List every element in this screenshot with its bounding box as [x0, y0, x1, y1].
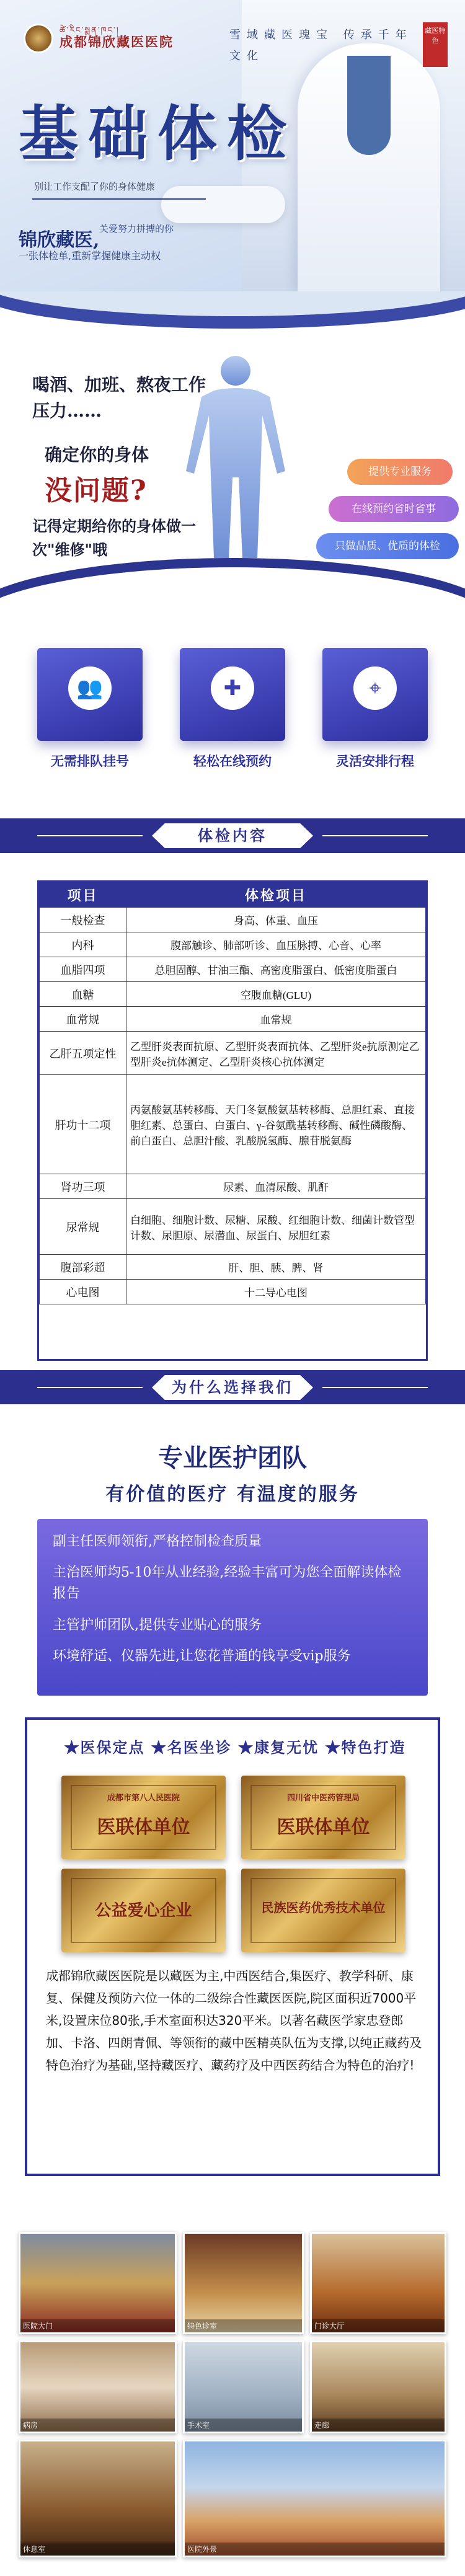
feature-cards [0, 614, 465, 818]
environment-gallery [0, 2182, 465, 2576]
feature-label: 无需排队挂号 [51, 754, 129, 769]
row-items: 身高、体重、血压 [126, 908, 426, 932]
doctor-shirt [347, 56, 391, 155]
table-row [40, 1032, 426, 1075]
section-title: 为什么选择我们 [172, 1378, 293, 1396]
plaque-title: 医联体单位 [277, 1817, 370, 1838]
photo-caption: 特色诊室 [185, 2319, 302, 2332]
table-row [40, 1280, 426, 1304]
award-plaque [241, 1776, 405, 1859]
row-name: 乙肝五项定性 [40, 1032, 126, 1075]
exam-content-section [0, 856, 465, 1370]
hero-desc-1: 关爱努力拼搏的你 [99, 223, 174, 234]
plaque-issuer: 四川省中医药管理局 [286, 1794, 360, 1803]
service-pill: 只做品质、优质的体检 [316, 533, 459, 559]
table-row [40, 1007, 426, 1032]
table-header-row [40, 883, 426, 908]
health-question-section [0, 291, 465, 614]
plaque-issuer: 成都市第八人民医院 [107, 1794, 180, 1803]
service-pill: 提供专业服务 [347, 459, 453, 485]
environment-photo [19, 2340, 177, 2433]
table-row [40, 957, 426, 982]
table-row [40, 1255, 426, 1280]
column-header: 体检项目 [126, 883, 426, 908]
table-row [40, 982, 426, 1007]
row-items: 十二导心电图 [126, 1280, 426, 1304]
exam-table [37, 880, 428, 1361]
plaque-inner [71, 1785, 216, 1850]
environment-photo [183, 2232, 304, 2334]
question-text-2: 确定你的身体 [45, 445, 149, 465]
environment-photo [310, 2232, 446, 2334]
hero-banner [0, 0, 465, 291]
row-items: 丙氨酸氨基转移酶、天门冬氨酸氨基转移酶、总胆红素、直接胆红素、总蛋白、白蛋白、γ-谷氨酰基转移酶、碱性磷酸酶、前白蛋白、总胆汁酸、乳酸脱氢酶、腺苷脱氨酶 [126, 1075, 426, 1174]
photo-caption: 医院外景 [185, 2543, 445, 2556]
location-pin-icon: ⌖ [353, 666, 397, 710]
question-highlight: 没问题? [45, 475, 148, 507]
plaque-inner [250, 1878, 396, 1943]
why-point: 环境舒适、仪器先进,让您花普通的钱享受vip服务 [53, 1649, 351, 1664]
divider [32, 198, 206, 200]
photo-caption: 病房 [20, 2419, 175, 2432]
plaque-title: 医联体单位 [97, 1817, 190, 1838]
environment-photo [183, 2440, 446, 2557]
photo-caption: 休息室 [20, 2543, 175, 2556]
row-items: 血常规 [126, 1007, 426, 1032]
row-items: 总胆固醇、甘油三酯、高密度脂蛋白、低密度脂蛋白 [126, 957, 426, 982]
hero-desc-2: 一张体检单,重新掌握健康主动权 [19, 250, 161, 262]
clock-24h-icon: ✚ [211, 666, 254, 710]
feature-label: 轻松在线预约 [193, 754, 272, 769]
row-items: 白细胞、细胞计数、尿糖、尿酸、红细胞计数、细菌计数管型计数、尿胆原、尿潜血、尿蛋白、尿胆红素 [126, 1199, 426, 1255]
row-items: 乙型肝炎表面抗原、乙型肝炎表面抗体、乙型肝炎e抗原测定乙型肝炎e抗体测定、乙型肝炎核心抗体测定 [126, 1032, 426, 1075]
row-items: 尿素、血清尿酸、肌酐 [126, 1174, 426, 1199]
human-body-icon [177, 353, 294, 564]
row-name: 血糖 [40, 982, 126, 1007]
row-items: 腹部触诊、肺部听诊、血压脉搏、心音、心率 [126, 932, 426, 957]
why-point: 主管护师团队,提供专业贴心的服务 [53, 1618, 262, 1633]
team-subtitle: 有价值的医疗 有温度的服务 [105, 1484, 360, 1505]
plaque-inner [250, 1785, 396, 1850]
awards-heading: ★医保定点 ★名医坐诊 ★康复无忧 ★特色打造 [64, 1738, 406, 1756]
awards-section [0, 1705, 465, 2182]
award-plaque [61, 1776, 226, 1859]
row-name: 肝功十二项 [40, 1075, 126, 1174]
environment-photo [310, 2340, 446, 2433]
section-title: 体检内容 [198, 826, 267, 844]
row-name: 血常规 [40, 1007, 126, 1032]
column-header: 项目 [40, 883, 126, 908]
environment-photo [19, 2232, 177, 2334]
row-name: 血脂四项 [40, 957, 126, 982]
award-plaque [241, 1869, 405, 1952]
awards-frame [25, 1717, 440, 2176]
service-pill: 在线预约省时省事 [329, 496, 459, 522]
section-banner-why [0, 1370, 465, 1405]
photo-caption: 手术室 [185, 2419, 302, 2432]
why-point: 副主任医师领衔,严格控制检查质量 [53, 1534, 262, 1549]
row-name: 尿常规 [40, 1199, 126, 1255]
feature-card-no-queue[interactable] [37, 648, 143, 741]
row-items: 肝、胆、胰、脾、肾 [126, 1255, 426, 1280]
table-row [40, 908, 426, 932]
row-name: 肾功三项 [40, 1174, 126, 1199]
plaque-title: 公益爱心企业 [95, 1901, 192, 1920]
environment-photo [183, 2340, 304, 2433]
question-text-3: 记得定期给你的身体做一次"维修"哦 [32, 517, 196, 559]
photo-caption: 走廊 [312, 2419, 445, 2432]
why-us-section [0, 1404, 465, 1702]
row-name: 一般检查 [40, 908, 126, 932]
plaque-title: 民族医药优秀技术单位 [261, 1900, 386, 1915]
row-items: 空腹血糖(GLU) [126, 982, 426, 1007]
table-row [40, 1075, 426, 1174]
table-row [40, 932, 426, 957]
hospital-tibetan-name: ཚེ་རིང་སྨན་ཁང་། [60, 26, 120, 35]
feature-card-flexible-schedule[interactable] [322, 648, 428, 741]
hero-subtitle: 别让工作支配了你的身体健康 [34, 181, 156, 192]
table-row [40, 1174, 426, 1199]
hospital-introduction: 成都锦欣藏医医院是以藏医为主,中西医结合,集医疗、教学科研、康复、保健及预防六位一体的二级综合性藏医医院,院区面积近7000平米,设置床位80张,手术室面积达320平米。以著名藏医学家忠登郎加、卡洛、四朗青佩、等领衔的藏中医精英队伍为支撑,以纯正藏药及特色治疗为基础,坚持藏医疗、藏药疗及中西医药结合为特色的治疗! [46, 1968, 422, 2073]
row-name: 心电图 [40, 1280, 126, 1304]
feature-label: 灵活安排行程 [336, 754, 414, 769]
feature-card-online-booking[interactable] [180, 648, 285, 741]
question-text-1: 喝酒、加班、熬夜工作压力…… [32, 374, 206, 421]
plaque-inner [71, 1878, 216, 1943]
photo-caption: 门诊大厅 [312, 2319, 445, 2332]
row-name: 内科 [40, 932, 126, 957]
red-stamp: 藏医特色 [423, 22, 448, 67]
hero-slogan: 雪域藏医瑰宝 传承千年文化 [229, 29, 413, 63]
team-title: 专业医护团队 [158, 1443, 307, 1472]
hospital-name: 成都锦欣藏医医院 [60, 34, 174, 50]
award-plaque [61, 1869, 226, 1952]
page-title: 基础体检 [19, 99, 296, 169]
environment-photo [19, 2440, 177, 2557]
brand-name: 锦欣藏医, [19, 229, 100, 251]
row-name: 腹部彩超 [40, 1255, 126, 1280]
section-banner-exam [0, 818, 465, 853]
doctor-arm [161, 186, 285, 223]
hospital-logo-icon [24, 24, 53, 53]
photo-caption: 医院大门 [20, 2319, 175, 2332]
why-point: 主治医师均5-10年从业经验,经验丰富可为您全面解读体检报告 [53, 1565, 402, 1601]
people-icon: 👥 [68, 666, 112, 710]
table-row [40, 1199, 426, 1255]
